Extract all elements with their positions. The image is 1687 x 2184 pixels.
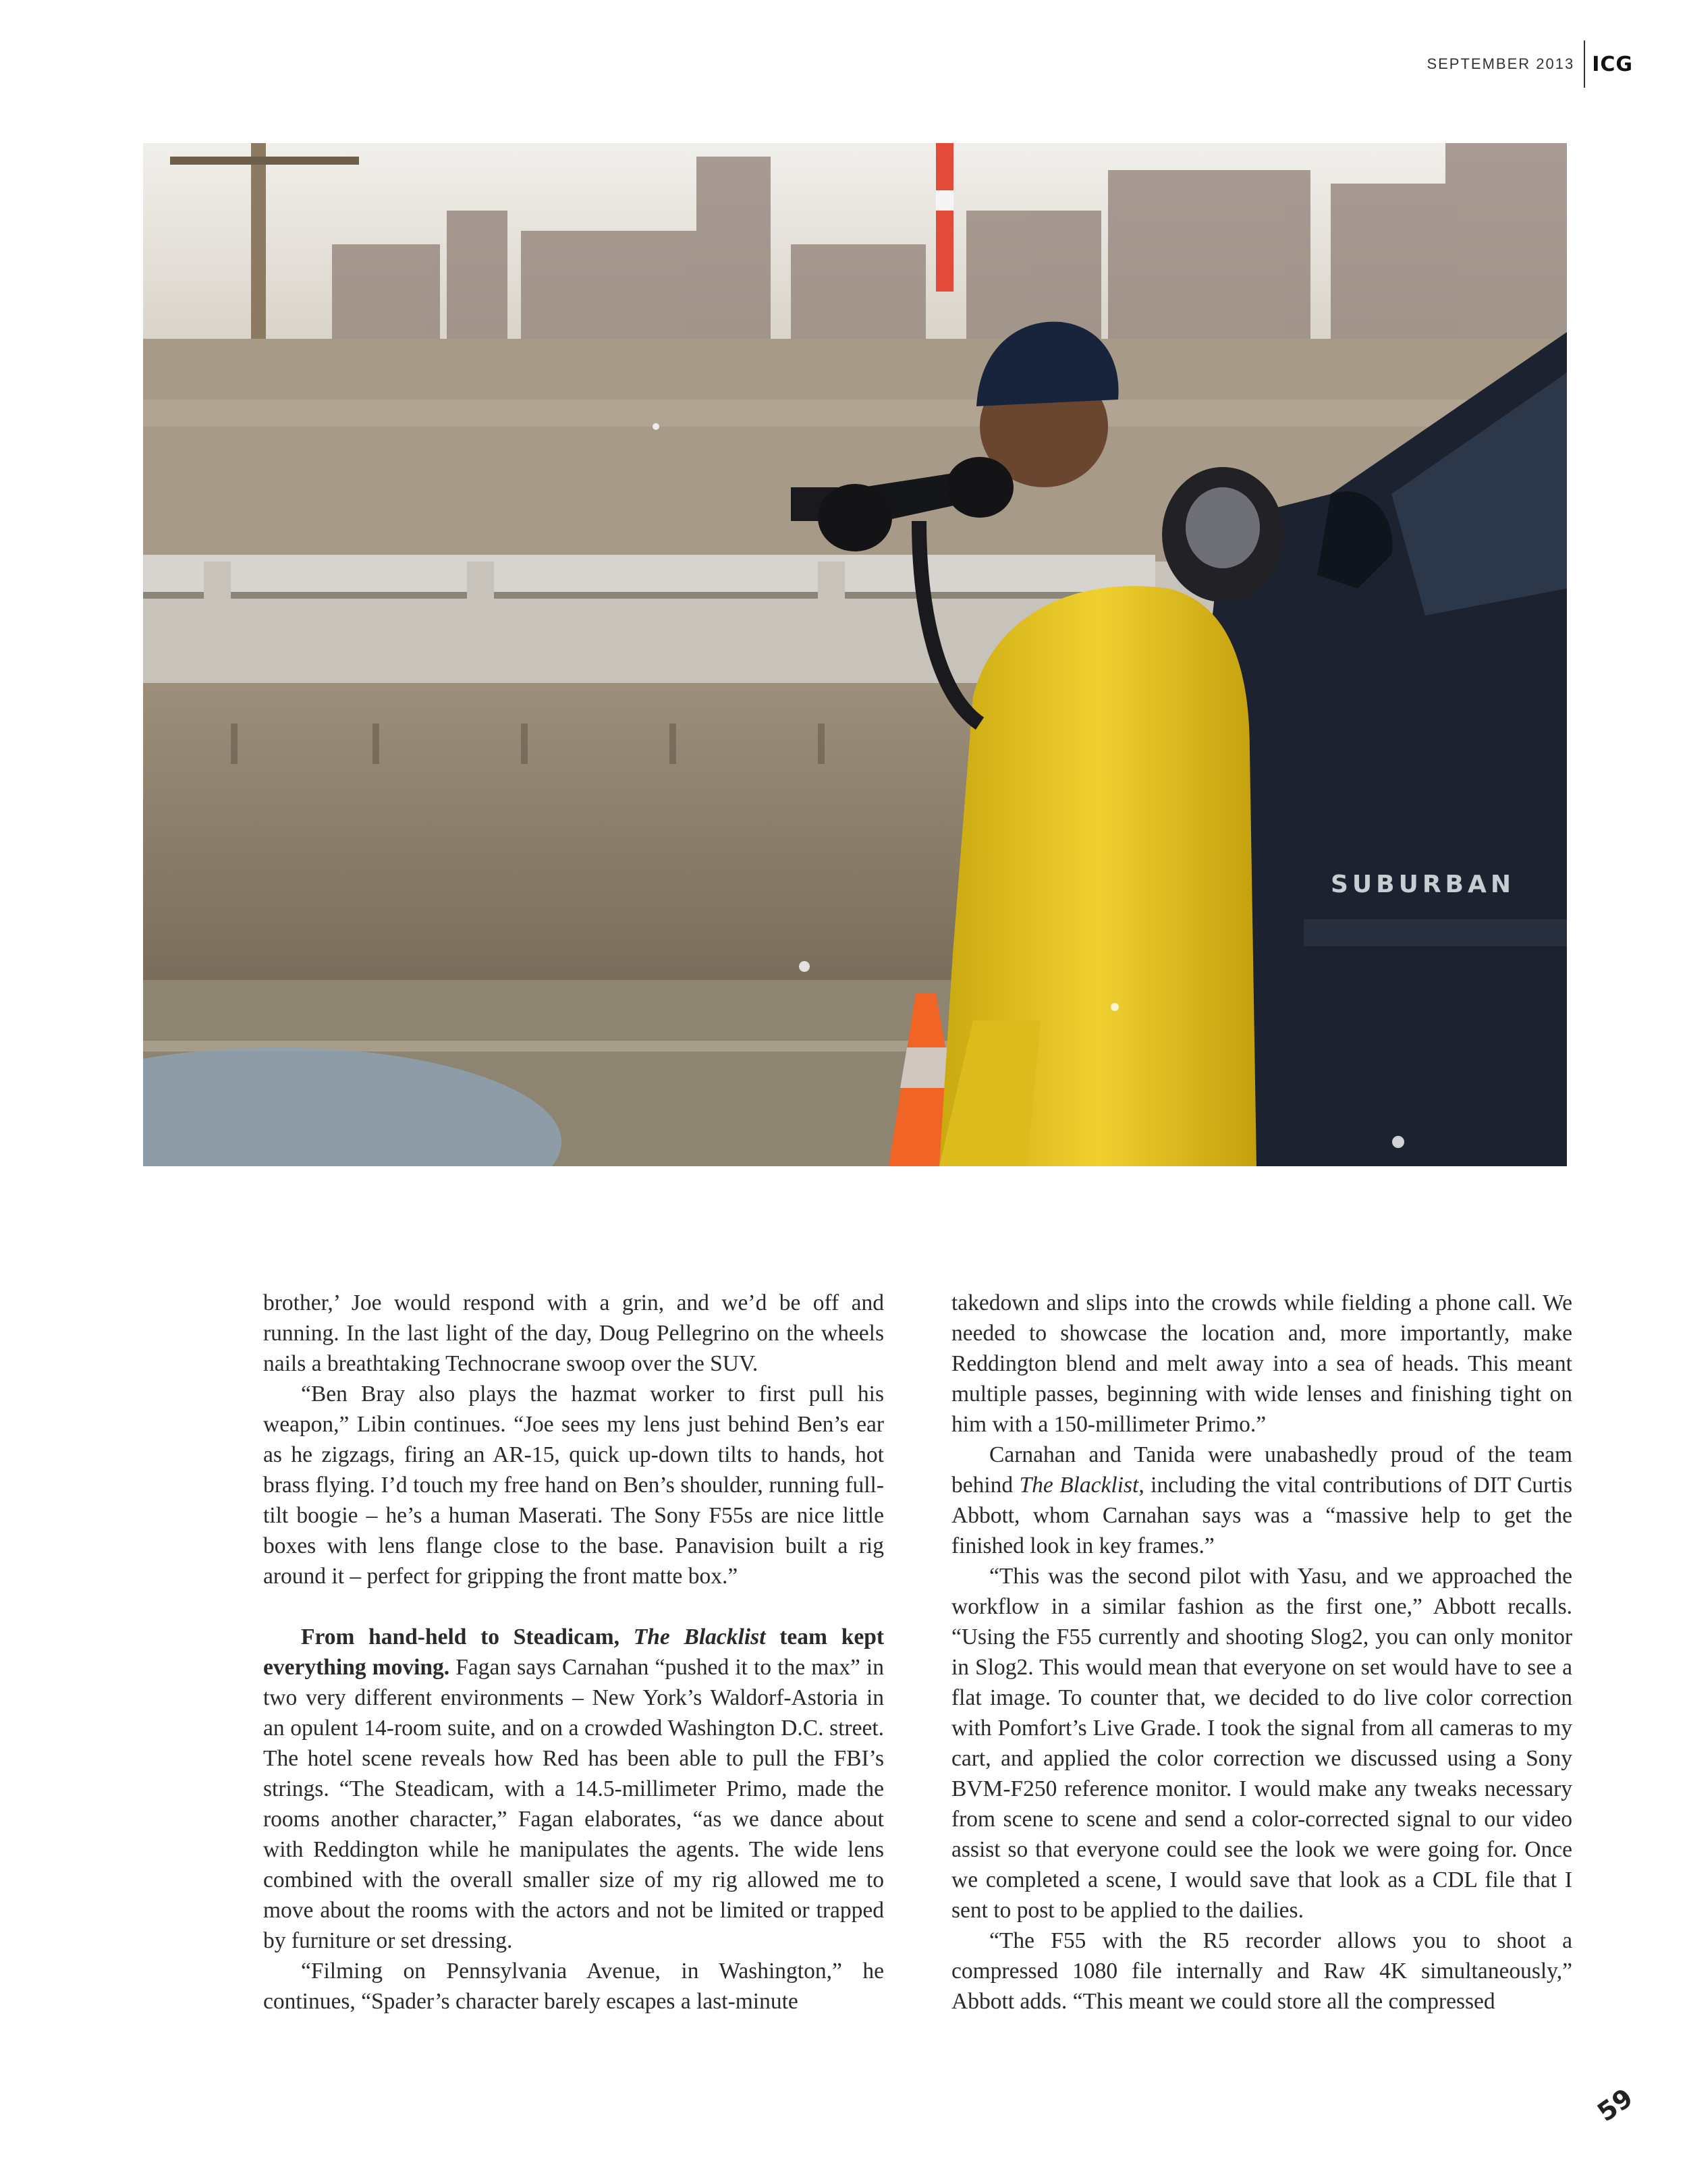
article-body bbox=[263, 1288, 1572, 2064]
hazmat-scene-illustration bbox=[143, 143, 1567, 1166]
feature-photo bbox=[143, 143, 1567, 1166]
running-header bbox=[1427, 40, 1633, 88]
paragraph: Carnahan and Tanida were unabashedly proud of the team behind The Blacklist, including the vital contributions of DIT Curtis Abbott, whom Carnahan says was a “massive help to get the finished look in key frames.” bbox=[951, 1442, 1572, 1558]
issue-date: SEPTEMBER 2013 bbox=[1427, 55, 1575, 72]
paragraph: takedown and slips into the crowds while fielding a phone call. We needed to showcase the location and, more importantly, make Reddington blend and melt away into a sea of heads. This meant multiple passes, beginning with wide lenses and finishing tight on him with a 150-millimeter Primo.” bbox=[951, 1290, 1572, 1437]
magazine-logo: ICG bbox=[1592, 52, 1633, 76]
paragraph: “Ben Bray also plays the hazmat worker to first pull his weapon,” Libin continues. “Joe sees my lens just behind Ben’s ear as he zigzags, firing an AR-15, quick up-down tilts to hands, hot brass flying. I’d touch my free hand on Ben’s shoulder, running full-tilt boogie – he’s a human Maserati. The Sony F55s are nice little boxes with lens flange close to the base. Panavision built a rig around it – perfect for gripping the front matte box.” bbox=[263, 1382, 884, 1589]
lead-in: From hand-held to Steadicam, The Blacklist team kept everything moving. bbox=[263, 1625, 884, 1680]
paragraph-section-lead: From hand-held to Steadicam, The Blacklist team kept everything moving. Fagan says Carnahan “pushed it to the max” in two very different environments – New York’s Waldorf-Astoria in an opulent 14-room suite, and on a crowded Washington D.C. street. The hotel scene reveals how Red has been able to pull the FBI’s strings. “The Steadicam, with a 14.5-millimeter Primo, made the rooms another character,” Fagan elaborates, “as we dance about with Reddington while he manipulates the agents. The wide lens combined with the overall smaller size of my rig allowed me to move about the rooms with the actors and not be limited or trapped by furniture or set dressing. bbox=[263, 1625, 884, 1953]
column-right bbox=[951, 1288, 1572, 2064]
paragraph: “Filming on Pennsylvania Avenue, in Washington,” he continues, “Spader’s character barely escapes a last-minute bbox=[263, 1959, 884, 2014]
paragraph: brother,’ Joe would respond with a grin, and we’d be off and running. In the last light of the day, Doug Pellegrino on the wheels nails a breathtaking Technocrane swoop over the SUV. bbox=[263, 1290, 884, 1376]
guard-rail bbox=[143, 555, 1155, 592]
column-left bbox=[263, 1288, 884, 2064]
paragraph: “This was the second pilot with Yasu, and we approached the workflow in a similar fashion as the first one,” Abbott recalls. “Using the F55 currently and shooting Slog2, you can only monitor in Slog2. This would mean that everyone on set would have to see a flat image. To counter that, we decided to do live color correction with Pomfort’s Live Grade. I took the signal from all cameras to my cart, and applied the color correction we discussed using a Sony BVM-F250 reference monitor. I would make any tweaks necessary from scene to scene and send a color-corrected signal to our video assist so that everyone could see the look we were going for. Once we completed a scene, I would save that look as a CDL file that I sent to post to be applied to the dailies. bbox=[951, 1564, 1572, 1923]
page-number: 59 bbox=[1592, 2082, 1638, 2128]
vehicle-badge: SUBURBAN bbox=[1331, 871, 1515, 898]
paragraph: “The F55 with the R5 recorder allows you to shoot a compressed 1080 file internally and Raw 4K simultaneously,” Abbott adds. “This meant we could store all the compressed bbox=[951, 1928, 1572, 2014]
